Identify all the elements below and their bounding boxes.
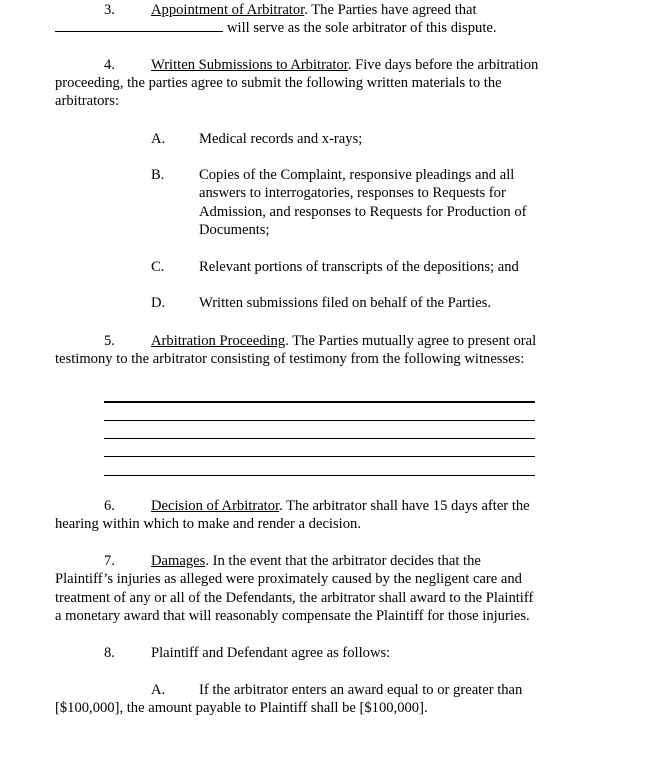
- section-8-number: 8.: [104, 645, 115, 661]
- section-4-heading: Written Submissions to Arbitrator: [151, 57, 348, 73]
- section-3-text-1: . The Parties have agreed that: [304, 2, 477, 18]
- item-b-line-3: Admission, and responses to Requests for Production of: [199, 204, 527, 220]
- witness-line-3: [104, 438, 535, 439]
- section-5-heading: Arbitration Proceeding: [151, 333, 286, 349]
- section-3-line-2: [55, 19, 497, 37]
- section-8-item-a-letter: A.: [151, 682, 166, 698]
- section-8-item-a-line-1: If the arbitrator enters an award equal to or greater than: [199, 682, 523, 698]
- section-8-item-a-line-2: [$100,000], the amount payable to Plaintiff shall be [$100,000].: [55, 700, 428, 716]
- section-6-heading: Decision of Arbitrator: [151, 498, 280, 514]
- section-3-line-1: [151, 1, 477, 19]
- section-7-line-3: treatment of any or all of the Defendants, the arbitrator shall award to the Plaintiff: [55, 590, 534, 606]
- section-7-line-1: [151, 552, 481, 570]
- item-c-letter: C.: [151, 259, 165, 275]
- witness-line-5: [104, 475, 535, 476]
- item-b-line-1: Copies of the Complaint, responsive pleadings and all: [199, 167, 515, 183]
- section-4-line-2: proceeding, the parties agree to submit the following written materials to the: [55, 75, 502, 91]
- section-5-line-2: testimony to the arbitrator consisting of testimony from the following witnesses:: [55, 351, 525, 367]
- section-7-line-2: Plaintiff’s injuries as alleged were proximately caused by the negligent care and: [55, 571, 522, 587]
- section-7-number: 7.: [104, 553, 115, 569]
- section-4-number: 4.: [104, 57, 115, 73]
- section-6-number: 6.: [104, 498, 115, 514]
- item-d-letter: D.: [151, 295, 166, 311]
- item-b-letter: B.: [151, 167, 165, 183]
- section-5-text-1: . The Parties mutually agree to present oral: [285, 333, 537, 349]
- section-4-line-1: [151, 56, 538, 74]
- item-b-line-2: answers to interrogatories, responses to Requests for: [199, 185, 506, 201]
- item-d-line-1: Written submissions filed on behalf of the Parties.: [199, 295, 492, 311]
- section-5-line-1: [151, 332, 536, 350]
- item-b-line-4: Documents;: [199, 222, 270, 238]
- section-3-heading: Appointment of Arbitrator: [151, 2, 305, 18]
- witness-line-4: [104, 456, 535, 457]
- section-3-text-2: will serve as the sole arbitrator of this dispute.: [227, 20, 497, 36]
- witness-line-2: [104, 420, 535, 421]
- witness-line-1: [104, 401, 535, 403]
- section-7-heading: Damages: [151, 553, 206, 569]
- section-3-number: 3.: [104, 2, 115, 18]
- section-6-line-1: [151, 497, 530, 515]
- section-6-line-2: hearing within which to make and render a decision.: [55, 516, 361, 532]
- arbitrator-name-blank: [55, 19, 223, 32]
- item-a-line-1: Medical records and x-rays;: [199, 131, 363, 147]
- section-6-text-1: . The arbitrator shall have 15 days after the: [279, 498, 530, 514]
- section-4-text-1: . Five days before the arbitration: [347, 57, 539, 73]
- section-7-text-1: . In the event that the arbitrator decides that the: [205, 553, 481, 569]
- section-7-line-4: a monetary award that will reasonably compensate the Plaintiff for those injuries.: [55, 608, 530, 624]
- section-4-line-3: arbitrators:: [55, 93, 120, 109]
- section-8-line-1: Plaintiff and Defendant agree as follows:: [151, 645, 391, 661]
- item-a-letter: A.: [151, 131, 166, 147]
- item-c-line-1: Relevant portions of transcripts of the depositions; and: [199, 259, 519, 275]
- section-5-number: 5.: [104, 333, 115, 349]
